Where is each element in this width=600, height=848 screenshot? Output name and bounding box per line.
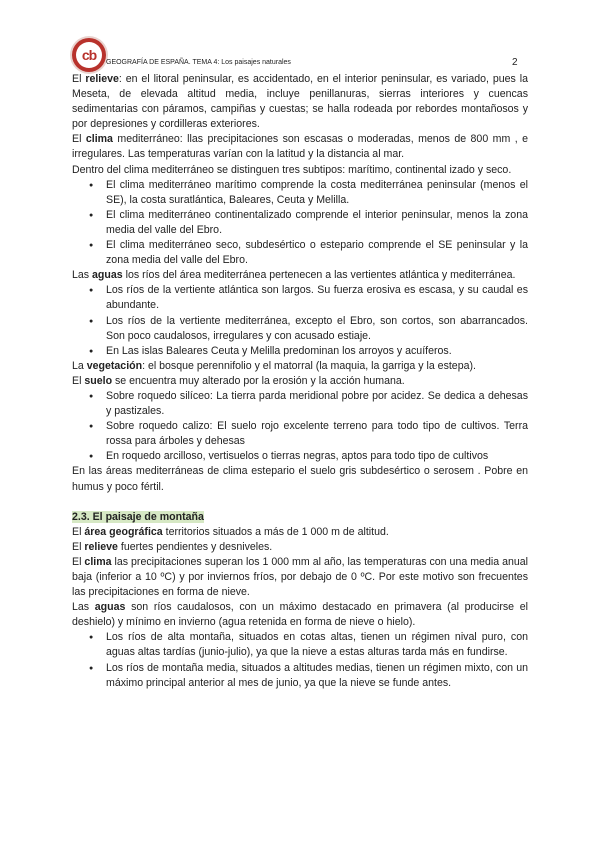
paragraph-clima: El clima mediterráneo: llas precipitaciones son escasas o moderadas, menos de 800 mm , e irregulares. Las temperaturas varían con la latitud y la distancia al mar. (72, 133, 528, 161)
paragraph-estepario: En las áreas mediterráneas de clima estepario el suelo gris subdesértico o serosem . Pobre en humus y poco fértil. (72, 465, 528, 493)
list-item: ● Los ríos de la vertiente atlántica son largos. Su fuerza erosiva es escasa, y su caudal es abundante. (106, 283, 528, 313)
list-item: ● Los ríos de alta montaña, situados en cotas altas, tienen un régimen nival puro, con aguas altas tardías (junio-julio), ya que la nieve a estas alturas tarda más en fundirse. (106, 630, 528, 660)
paragraph-suelo: El suelo se encuentra muy alterado por la erosión y la acción humana. (72, 374, 405, 387)
logo-mark: cb (76, 42, 102, 68)
paragraph-vegetacion: La vegetación: el bosque perennifolio y el matorral (la maquia, la garriga y la estepa). (72, 359, 476, 372)
paragraph-aguas: Las aguas los ríos del área mediterránea pertenecen a las vertientes atlántica y mediterránea. (72, 269, 516, 282)
list-rios (72, 283, 528, 358)
list-climas (72, 178, 528, 269)
list-item: ● El clima mediterráneo continentalizado comprende el interior peninsular, menos la zona media del valle del Ebro. (106, 208, 528, 238)
logo (72, 38, 106, 72)
list-item: ● En Las islas Baleares Ceuta y Melilla predominan los arroyos y acuíferos. (106, 344, 528, 359)
list-item: ● El clima mediterráneo seco, subdesértico o estepario comprende el SE peninsular y la zona media del valle del Ebro. (106, 238, 528, 268)
paragraph-clima-montana: El clima las precipitaciones superan los 1 000 mm al año, las temperaturas con una media anual baja (inferior a 10 ºC) y por inviernos fríos, por debajo de 0 ºC. Por este motivo son frecuentes las precipitaciones en forma de nieve. (72, 555, 528, 599)
paragraph-relieve: El relieve: en el litoral peninsular, es accidentado, en el interior peninsular, es variado, pues la Meseta, de elevada altitud media, incluye penillanuras, sierras interiores y cuencas sedimentarias con páramos, campiñas y cuestas; se halla rodeada por rebordes montañosos y por depresiones y cordilleras exteriores. (72, 73, 528, 131)
list-item: ● Sobre roquedo calizo: El suelo rojo excelente terreno para todo tipo de cultivos. Terra rossa para árboles y dehesas (106, 419, 528, 449)
list-item: ● En roquedo arcilloso, vertisuelos o tierras negras, aptos para todo tipo de cultivos (106, 449, 528, 464)
section-heading: 2.3. El paisaje de montaña (72, 510, 204, 523)
document-body (72, 72, 528, 691)
list-item: ● El clima mediterráneo marítimo comprende la costa mediterránea peninsular (menos el SE), la costa suratlántica, Baleares, Ceuta y Melilla. (106, 178, 528, 208)
page-header-title: GEOGRAFÍA DE ESPAÑA. TEMA 4: Los paisajes naturales (106, 59, 291, 66)
list-item: ● Los ríos de la vertiente mediterránea, excepto el Ebro, son cortos, son abarrancados. Son poco caudalosos, irregulares y con acusado estiaje. (106, 314, 528, 344)
page-number: 2 (512, 57, 518, 68)
paragraph-subtipos: Dentro del clima mediterráneo se distinguen tres subtipos: marítimo, continental izado y seco. (72, 163, 512, 176)
paragraph-aguas-montana: Las aguas son ríos caudalosos, con un máximo destacado en primavera (al producirse el deshielo) y mínimo en invierno (agua retenida en forma de nieve o hielo). (72, 601, 528, 629)
list-suelos (72, 389, 528, 464)
paragraph-relieve-montana: El relieve fuertes pendientes y desniveles. (72, 540, 273, 553)
paragraph-area-geografica: El área geográfica territorios situados a más de 1 000 m de altitud. (72, 525, 389, 538)
list-item: ● Los ríos de montaña media, situados a altitudes medias, tienen un régimen mixto, con un máximo principal anterior al mes de junio, ya que la nieve se funde antes. (106, 661, 528, 691)
list-item: ● Sobre roquedo silíceo: La tierra parda meridional pobre por acidez. Se dedica a dehesas y pastizales. (106, 389, 528, 419)
list-rios-montana (72, 630, 528, 690)
